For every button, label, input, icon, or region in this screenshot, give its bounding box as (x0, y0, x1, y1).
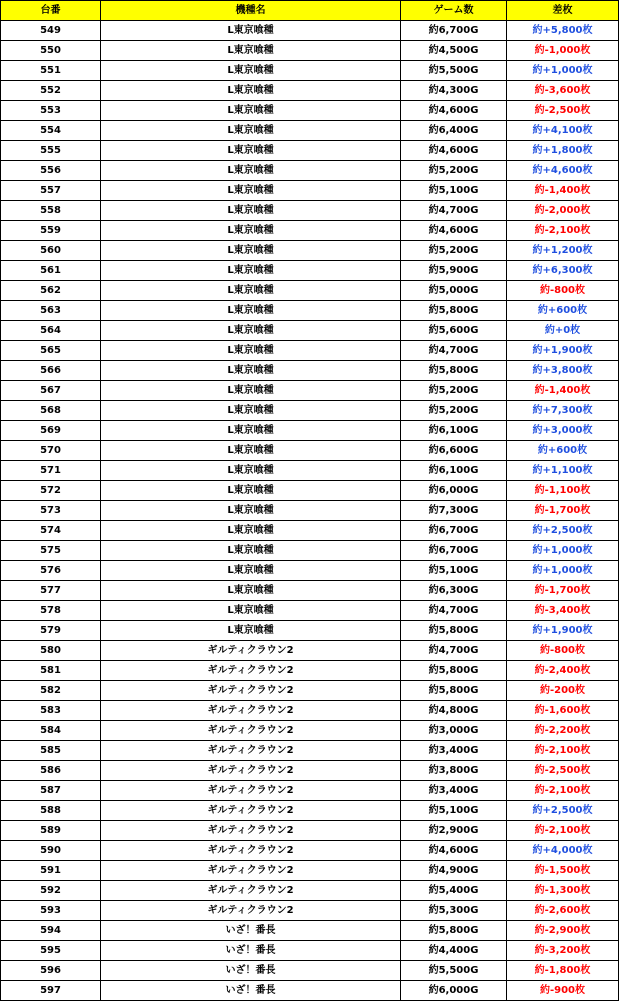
coin-difference-cell: 約+2,500枚 (507, 801, 619, 821)
machine-name-cell: L東京喰種 (101, 161, 401, 181)
table-row (1, 621, 619, 641)
table-row (1, 701, 619, 721)
game-count-cell: 約6,300G (401, 581, 507, 601)
machine-number-cell: 592 (1, 881, 101, 901)
table-row (1, 821, 619, 841)
coin-difference-cell: 約+6,300枚 (507, 261, 619, 281)
machine-number-cell: 587 (1, 781, 101, 801)
machine-number-cell: 576 (1, 561, 101, 581)
game-count-cell: 約5,800G (401, 621, 507, 641)
table-row (1, 861, 619, 881)
coin-difference-cell: 約-1,600枚 (507, 701, 619, 721)
game-count-cell: 約5,800G (401, 301, 507, 321)
machine-name-cell: ギルティクラウン2 (101, 681, 401, 701)
machine-number-cell: 593 (1, 901, 101, 921)
coin-difference-cell: 約+2,500枚 (507, 521, 619, 541)
machine-number-cell: 597 (1, 981, 101, 1001)
table-row (1, 581, 619, 601)
coin-difference-cell: 約-2,100枚 (507, 821, 619, 841)
table-row (1, 541, 619, 561)
table-row (1, 801, 619, 821)
table-row (1, 41, 619, 61)
machine-number-cell: 552 (1, 81, 101, 101)
machine-number-cell: 567 (1, 381, 101, 401)
table-row (1, 561, 619, 581)
machine-name-cell: L東京喰種 (101, 121, 401, 141)
game-count-cell: 約6,700G (401, 541, 507, 561)
game-count-cell: 約4,900G (401, 861, 507, 881)
header-machine-name: 機種名 (101, 1, 401, 21)
machine-number-cell: 572 (1, 481, 101, 501)
table-row (1, 521, 619, 541)
table-row (1, 661, 619, 681)
machine-name-cell: L東京喰種 (101, 341, 401, 361)
machine-number-cell: 591 (1, 861, 101, 881)
game-count-cell: 約4,600G (401, 221, 507, 241)
game-count-cell: 約5,500G (401, 61, 507, 81)
table-row (1, 601, 619, 621)
machine-number-cell: 582 (1, 681, 101, 701)
machine-name-cell: L東京喰種 (101, 461, 401, 481)
game-count-cell: 約5,000G (401, 281, 507, 301)
game-count-cell: 約4,500G (401, 41, 507, 61)
coin-difference-cell: 約+1,900枚 (507, 341, 619, 361)
game-count-cell: 約6,100G (401, 461, 507, 481)
coin-difference-cell: 約-1,100枚 (507, 481, 619, 501)
coin-difference-cell: 約+1,000枚 (507, 61, 619, 81)
machine-name-cell: L東京喰種 (101, 621, 401, 641)
table-row (1, 241, 619, 261)
game-count-cell: 約5,200G (401, 381, 507, 401)
machine-number-cell: 578 (1, 601, 101, 621)
table-row (1, 381, 619, 401)
machine-name-cell: ギルティクラウン2 (101, 841, 401, 861)
coin-difference-cell: 約-2,100枚 (507, 741, 619, 761)
machine-name-cell: ギルティクラウン2 (101, 901, 401, 921)
machine-name-cell: L東京喰種 (101, 521, 401, 541)
game-count-cell: 約4,300G (401, 81, 507, 101)
machine-number-cell: 564 (1, 321, 101, 341)
table-row (1, 781, 619, 801)
machine-number-cell: 574 (1, 521, 101, 541)
machine-number-cell: 560 (1, 241, 101, 261)
machine-name-cell: L東京喰種 (101, 401, 401, 421)
coin-difference-cell: 約+4,000枚 (507, 841, 619, 861)
table-row (1, 961, 619, 981)
table-row (1, 261, 619, 281)
table-row (1, 881, 619, 901)
game-count-cell: 約5,400G (401, 881, 507, 901)
game-count-cell: 約7,300G (401, 501, 507, 521)
machine-name-cell: L東京喰種 (101, 441, 401, 461)
game-count-cell: 約6,000G (401, 481, 507, 501)
machine-name-cell: ギルティクラウン2 (101, 861, 401, 881)
table-header (1, 1, 619, 21)
machine-name-cell: ギルティクラウン2 (101, 641, 401, 661)
machine-name-cell: いざ！番長 (101, 921, 401, 941)
coin-difference-cell: 約-900枚 (507, 981, 619, 1001)
machine-name-cell: L東京喰種 (101, 281, 401, 301)
machine-number-cell: 553 (1, 101, 101, 121)
game-count-cell: 約5,800G (401, 921, 507, 941)
coin-difference-cell: 約-1,700枚 (507, 581, 619, 601)
machine-name-cell: L東京喰種 (101, 361, 401, 381)
machine-number-cell: 581 (1, 661, 101, 681)
game-count-cell: 約4,700G (401, 641, 507, 661)
coin-difference-cell: 約-3,400枚 (507, 601, 619, 621)
machine-name-cell: L東京喰種 (101, 41, 401, 61)
game-count-cell: 約6,600G (401, 441, 507, 461)
machine-name-cell: いざ！番長 (101, 961, 401, 981)
game-count-cell: 約4,700G (401, 601, 507, 621)
machine-number-cell: 563 (1, 301, 101, 321)
coin-difference-cell: 約-1,300枚 (507, 881, 619, 901)
coin-difference-cell: 約-2,500枚 (507, 101, 619, 121)
machine-number-cell: 585 (1, 741, 101, 761)
game-count-cell: 約5,200G (401, 161, 507, 181)
table-row (1, 501, 619, 521)
table-row (1, 301, 619, 321)
machine-name-cell: L東京喰種 (101, 61, 401, 81)
machine-number-cell: 568 (1, 401, 101, 421)
machine-name-cell: L東京喰種 (101, 321, 401, 341)
machine-name-cell: L東京喰種 (101, 141, 401, 161)
machine-number-cell: 588 (1, 801, 101, 821)
coin-difference-cell: 約+1,800枚 (507, 141, 619, 161)
game-count-cell: 約3,400G (401, 741, 507, 761)
machine-name-cell: ギルティクラウン2 (101, 761, 401, 781)
table-row (1, 161, 619, 181)
machine-name-cell: L東京喰種 (101, 81, 401, 101)
machine-number-cell: 586 (1, 761, 101, 781)
game-count-cell: 約5,100G (401, 561, 507, 581)
table-row (1, 401, 619, 421)
machine-name-cell: L東京喰種 (101, 541, 401, 561)
header-coin-difference: 差枚 (507, 1, 619, 21)
table-row (1, 21, 619, 41)
machine-name-cell: ギルティクラウン2 (101, 741, 401, 761)
game-count-cell: 約4,700G (401, 341, 507, 361)
machine-name-cell: ギルティクラウン2 (101, 881, 401, 901)
machine-number-cell: 583 (1, 701, 101, 721)
coin-difference-cell: 約-2,000枚 (507, 201, 619, 221)
game-count-cell: 約6,700G (401, 21, 507, 41)
coin-difference-cell: 約+3,000枚 (507, 421, 619, 441)
table-row (1, 341, 619, 361)
table-row (1, 461, 619, 481)
table-row (1, 421, 619, 441)
coin-difference-cell: 約-2,200枚 (507, 721, 619, 741)
table-row (1, 841, 619, 861)
table-row (1, 481, 619, 501)
machine-name-cell: L東京喰種 (101, 221, 401, 241)
machine-number-cell: 573 (1, 501, 101, 521)
game-count-cell: 約4,600G (401, 101, 507, 121)
machine-number-cell: 594 (1, 921, 101, 941)
game-count-cell: 約6,700G (401, 521, 507, 541)
game-count-cell: 約5,300G (401, 901, 507, 921)
machine-name-cell: L東京喰種 (101, 561, 401, 581)
table-row (1, 941, 619, 961)
game-count-cell: 約4,700G (401, 201, 507, 221)
coin-difference-cell: 約-2,100枚 (507, 781, 619, 801)
machine-number-cell: 556 (1, 161, 101, 181)
game-count-cell: 約5,500G (401, 961, 507, 981)
machine-name-cell: L東京喰種 (101, 261, 401, 281)
machine-number-cell: 565 (1, 341, 101, 361)
machine-name-cell: ギルティクラウン2 (101, 661, 401, 681)
table-row (1, 201, 619, 221)
machine-name-cell: L東京喰種 (101, 101, 401, 121)
coin-difference-cell: 約+600枚 (507, 301, 619, 321)
game-count-cell: 約5,800G (401, 681, 507, 701)
table-body (1, 21, 619, 1001)
table-row (1, 321, 619, 341)
header-row (1, 1, 619, 21)
table-row (1, 141, 619, 161)
table-row (1, 221, 619, 241)
machine-name-cell: ギルティクラウン2 (101, 801, 401, 821)
game-count-cell: 約5,200G (401, 241, 507, 261)
machine-number-cell: 561 (1, 261, 101, 281)
game-count-cell: 約6,100G (401, 421, 507, 441)
coin-difference-cell: 約-2,400枚 (507, 661, 619, 681)
game-count-cell: 約5,800G (401, 661, 507, 681)
coin-difference-cell: 約+600枚 (507, 441, 619, 461)
game-count-cell: 約5,800G (401, 361, 507, 381)
coin-difference-cell: 約-1,400枚 (507, 181, 619, 201)
machine-name-cell: L東京喰種 (101, 201, 401, 221)
coin-difference-cell: 約-2,500枚 (507, 761, 619, 781)
table-row (1, 441, 619, 461)
table-row (1, 361, 619, 381)
machine-number-cell: 558 (1, 201, 101, 221)
machine-name-cell: ギルティクラウン2 (101, 821, 401, 841)
coin-difference-cell: 約+5,800枚 (507, 21, 619, 41)
machine-name-cell: L東京喰種 (101, 301, 401, 321)
machine-number-cell: 566 (1, 361, 101, 381)
machine-number-cell: 549 (1, 21, 101, 41)
coin-difference-cell: 約-1,500枚 (507, 861, 619, 881)
coin-difference-cell: 約+4,600枚 (507, 161, 619, 181)
game-count-cell: 約5,900G (401, 261, 507, 281)
table-row (1, 61, 619, 81)
machine-name-cell: L東京喰種 (101, 241, 401, 261)
coin-difference-cell: 約-800枚 (507, 641, 619, 661)
table-row (1, 181, 619, 201)
game-count-cell: 約5,100G (401, 801, 507, 821)
coin-difference-cell: 約-1,800枚 (507, 961, 619, 981)
machine-number-cell: 557 (1, 181, 101, 201)
game-count-cell: 約4,400G (401, 941, 507, 961)
machine-number-cell: 595 (1, 941, 101, 961)
machine-name-cell: L東京喰種 (101, 501, 401, 521)
machine-number-cell: 571 (1, 461, 101, 481)
machine-number-cell: 596 (1, 961, 101, 981)
machine-name-cell: L東京喰種 (101, 581, 401, 601)
machine-number-cell: 559 (1, 221, 101, 241)
machine-number-cell: 589 (1, 821, 101, 841)
machine-name-cell: ギルティクラウン2 (101, 721, 401, 741)
coin-difference-cell: 約+7,300枚 (507, 401, 619, 421)
machine-name-cell: L東京喰種 (101, 381, 401, 401)
machine-name-cell: L東京喰種 (101, 601, 401, 621)
game-count-cell: 約3,400G (401, 781, 507, 801)
machine-number-cell: 570 (1, 441, 101, 461)
game-count-cell: 約5,600G (401, 321, 507, 341)
table-row (1, 121, 619, 141)
game-count-cell: 約5,200G (401, 401, 507, 421)
table-row (1, 741, 619, 761)
table-row (1, 901, 619, 921)
table-row (1, 981, 619, 1001)
machine-name-cell: いざ！番長 (101, 941, 401, 961)
table-row (1, 761, 619, 781)
header-machine-number: 台番 (1, 1, 101, 21)
table-row (1, 681, 619, 701)
machine-number-cell: 562 (1, 281, 101, 301)
coin-difference-cell: 約-2,600枚 (507, 901, 619, 921)
machine-number-cell: 555 (1, 141, 101, 161)
game-count-cell: 約4,600G (401, 141, 507, 161)
table-row (1, 101, 619, 121)
game-count-cell: 約5,100G (401, 181, 507, 201)
table-row (1, 641, 619, 661)
table-row (1, 721, 619, 741)
machine-number-cell: 579 (1, 621, 101, 641)
coin-difference-cell: 約+3,800枚 (507, 361, 619, 381)
coin-difference-cell: 約+1,200枚 (507, 241, 619, 261)
machine-number-cell: 551 (1, 61, 101, 81)
machine-number-cell: 577 (1, 581, 101, 601)
coin-difference-cell: 約-200枚 (507, 681, 619, 701)
game-count-cell: 約6,000G (401, 981, 507, 1001)
coin-difference-cell: 約-800枚 (507, 281, 619, 301)
machine-number-cell: 580 (1, 641, 101, 661)
coin-difference-cell: 約+4,100枚 (507, 121, 619, 141)
coin-difference-cell: 約+1,000枚 (507, 541, 619, 561)
coin-difference-cell: 約-1,400枚 (507, 381, 619, 401)
game-count-cell: 約6,400G (401, 121, 507, 141)
machine-name-cell: L東京喰種 (101, 421, 401, 441)
coin-difference-cell: 約+1,900枚 (507, 621, 619, 641)
header-game-count: ゲーム数 (401, 1, 507, 21)
machine-number-cell: 550 (1, 41, 101, 61)
machine-name-cell: L東京喰種 (101, 481, 401, 501)
machine-number-cell: 584 (1, 721, 101, 741)
coin-difference-cell: 約-2,100枚 (507, 221, 619, 241)
coin-difference-cell: 約-3,600枚 (507, 81, 619, 101)
coin-difference-cell: 約-3,200枚 (507, 941, 619, 961)
machine-number-cell: 554 (1, 121, 101, 141)
machine-name-cell: L東京喰種 (101, 181, 401, 201)
coin-difference-cell: 約+1,100枚 (507, 461, 619, 481)
game-count-cell: 約2,900G (401, 821, 507, 841)
machine-number-cell: 569 (1, 421, 101, 441)
table-row (1, 81, 619, 101)
game-count-cell: 約4,600G (401, 841, 507, 861)
machine-name-cell: ギルティクラウン2 (101, 781, 401, 801)
game-count-cell: 約3,800G (401, 761, 507, 781)
machine-name-cell: いざ！番長 (101, 981, 401, 1001)
coin-difference-cell: 約-1,000枚 (507, 41, 619, 61)
machine-number-cell: 575 (1, 541, 101, 561)
machine-number-cell: 590 (1, 841, 101, 861)
coin-difference-cell: 約-2,900枚 (507, 921, 619, 941)
coin-difference-cell: 約+0枚 (507, 321, 619, 341)
machine-name-cell: ギルティクラウン2 (101, 701, 401, 721)
table-row (1, 281, 619, 301)
game-count-cell: 約4,800G (401, 701, 507, 721)
game-count-cell: 約3,000G (401, 721, 507, 741)
table-row (1, 921, 619, 941)
coin-difference-cell: 約-1,700枚 (507, 501, 619, 521)
machine-name-cell: L東京喰種 (101, 21, 401, 41)
coin-difference-cell: 約+1,000枚 (507, 561, 619, 581)
